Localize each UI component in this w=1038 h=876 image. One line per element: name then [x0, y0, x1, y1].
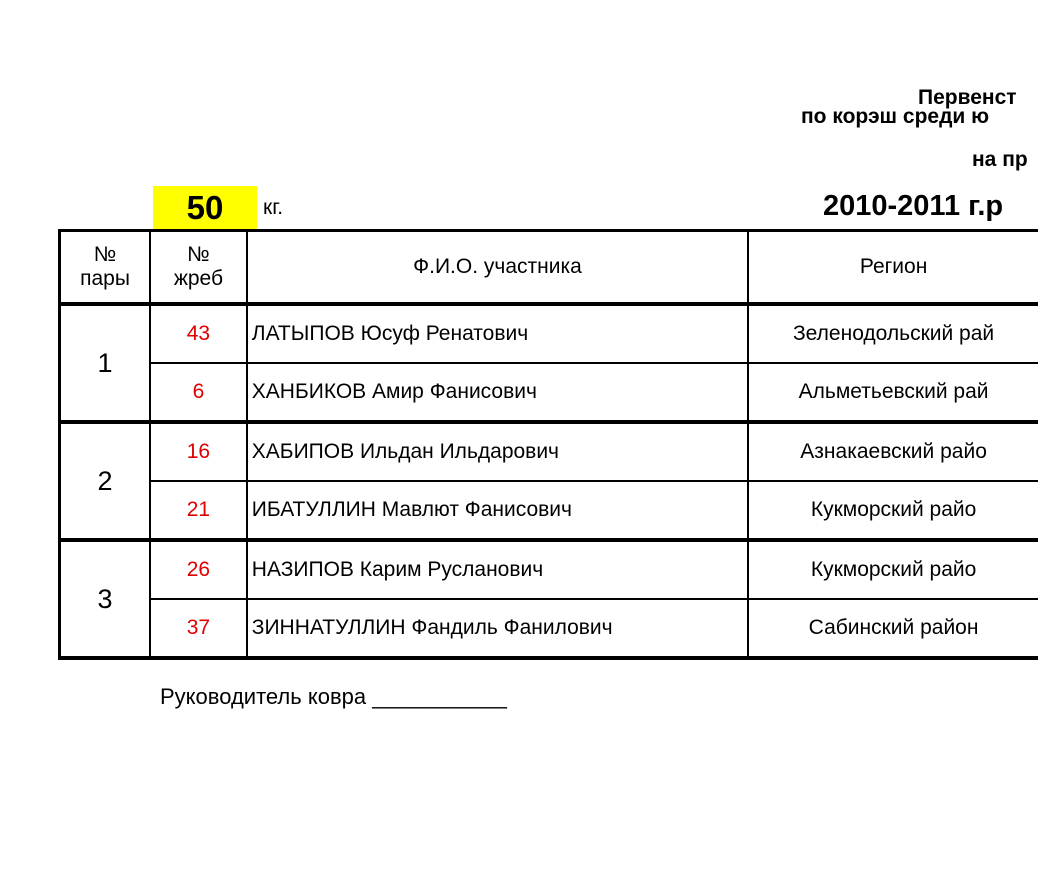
- header-draw-number: № жреб: [150, 231, 247, 305]
- document-title-line-1: Первенст: [918, 86, 1017, 109]
- table-row: [60, 540, 1038, 599]
- weight-unit-label: кг.: [263, 196, 284, 219]
- document-title-line-3: на пр: [972, 148, 1028, 171]
- table-row: [60, 422, 1038, 481]
- header-pair-number: № пары: [60, 231, 151, 305]
- region-cell: Сабинский район: [748, 599, 1038, 658]
- header-region: Регион: [748, 231, 1038, 305]
- region-cell: Азнакаевский райо: [748, 422, 1038, 481]
- draw-number-cell: 43: [150, 304, 247, 363]
- participant-name-cell: ЗИННАТУЛЛИН Фандиль Фанилович: [247, 599, 748, 658]
- participant-name-cell: ХАБИПОВ Ильдан Ильдарович: [247, 422, 748, 481]
- table-row: [60, 363, 1038, 422]
- weight-category-value: 50: [153, 186, 257, 229]
- participant-name-cell: ЛАТЫПОВ Юсуф Ренатович: [247, 304, 748, 363]
- table-row: [60, 304, 1038, 363]
- table-row: [60, 599, 1038, 658]
- table-row: [60, 481, 1038, 540]
- draw-number-cell: 37: [150, 599, 247, 658]
- participant-name-cell: ИБАТУЛЛИН Мавлют Фанисович: [247, 481, 748, 540]
- draw-number-cell: 21: [150, 481, 247, 540]
- draw-number-cell: 16: [150, 422, 247, 481]
- participant-name-cell: НАЗИПОВ Карим Русланович: [247, 540, 748, 599]
- participant-name-cell: ХАНБИКОВ Амир Фанисович: [247, 363, 748, 422]
- birth-years-heading: 2010-2011 г.р: [823, 190, 1004, 222]
- region-cell: Альметьевский рай: [748, 363, 1038, 422]
- header-participant-name: Ф.И.О. участника: [247, 231, 748, 305]
- region-cell: Зеленодольский рай: [748, 304, 1038, 363]
- pairings-table: [58, 229, 1038, 660]
- draw-number-cell: 6: [150, 363, 247, 422]
- table-header-row: [60, 231, 1038, 305]
- region-cell: Кукморский райо: [748, 540, 1038, 599]
- pair-number-cell: 2: [60, 422, 151, 540]
- document-title-line-2: по корэш среди ю: [801, 105, 990, 128]
- pair-number-cell: 3: [60, 540, 151, 658]
- region-cell: Кукморский райо: [748, 481, 1038, 540]
- mat-supervisor-signature-line: Руководитель ковра ___________: [160, 684, 507, 709]
- pair-number-cell: 1: [60, 304, 151, 422]
- draw-number-cell: 26: [150, 540, 247, 599]
